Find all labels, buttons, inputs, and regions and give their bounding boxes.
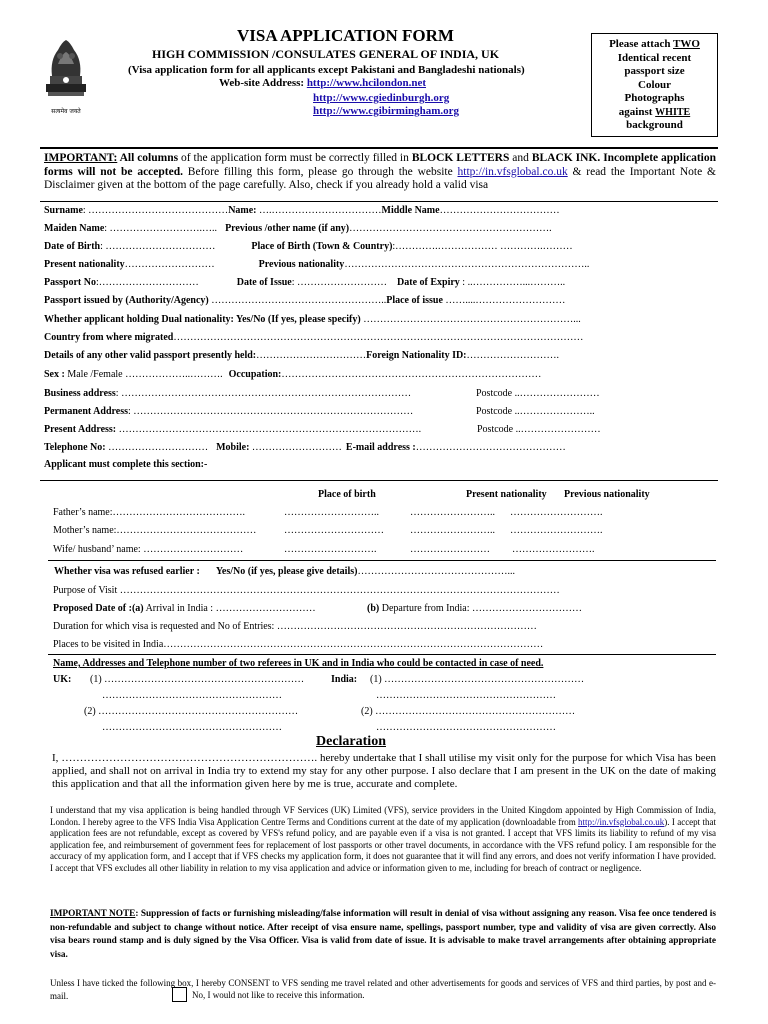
referee-uk-1 xyxy=(90,674,304,685)
present-address-label: Present Address: xyxy=(44,424,117,435)
country-migrated-field[interactable]: …………………………………………………………………………………………………………… xyxy=(173,332,584,343)
dob-label: Date of Birth xyxy=(44,241,101,252)
dob-field[interactable]: : …………………………… xyxy=(100,241,216,252)
duration-field[interactable]: …………………………………………………………………… xyxy=(276,621,537,632)
refused-label: Whether visa was refused earlier : xyxy=(54,566,200,577)
important-notice xyxy=(44,152,716,193)
issuing-authority-label: Passport issued by (Authority/Agency) xyxy=(44,295,209,306)
maiden-name-label: Maiden Name xyxy=(44,223,105,234)
present-postcode[interactable]: Postcode ..…………………… xyxy=(477,424,601,435)
row-dual-nationality xyxy=(44,314,581,325)
family-row-father xyxy=(53,507,245,518)
consent-option-label: No, I would not like to receive this information. xyxy=(192,990,365,1000)
declaration-title: Declaration xyxy=(316,734,386,749)
referee-uk-2-field[interactable]: …………………………………………………… xyxy=(98,706,299,717)
telephone-field[interactable]: ………………………… xyxy=(105,442,209,453)
row-proposed-date xyxy=(53,603,316,614)
father-birthplace-field[interactable]: ……………………….. xyxy=(284,507,379,518)
row-other-passport xyxy=(44,350,559,361)
foreign-id-field[interactable]: ………………………. xyxy=(466,350,560,361)
row-business-address xyxy=(44,388,411,399)
website-link-birmingham-text[interactable]: http://www.cgibirmingham.org xyxy=(313,105,460,117)
referee-uk-label: UK: xyxy=(53,674,72,685)
row-duration xyxy=(53,621,537,632)
father-label: Father’s name: xyxy=(53,507,113,518)
mother-label: Mother’s name: xyxy=(53,525,117,536)
mother-birthplace-field[interactable]: ………………………… xyxy=(284,525,384,536)
purpose-field[interactable]: …………………………………………………………………………………………………………………… xyxy=(117,585,560,596)
website-label: Web-site Address: xyxy=(219,77,307,89)
occupation-field[interactable]: …………………………………………………………………… xyxy=(281,369,542,380)
permanent-address-label: Permanent Address xyxy=(44,406,128,417)
spouse-label: Wife/ husband’ name: xyxy=(53,544,144,555)
departure-field[interactable]: Departure from India: …………………………… xyxy=(379,603,582,614)
photo-line1 xyxy=(592,38,717,52)
photo-box xyxy=(591,33,718,137)
referee-uk-1-field[interactable]: …………………………………………………… xyxy=(104,674,305,685)
row-passport-issued xyxy=(44,295,565,306)
place-of-birth-field[interactable]: :………….……………… ………….……… xyxy=(392,241,573,252)
mother-name-field[interactable]: …………………………………… xyxy=(116,525,257,536)
row-date-of-birth xyxy=(44,241,573,252)
photo-line5: Photographs xyxy=(624,92,685,104)
previous-name-field[interactable]: ……………………………………………………. xyxy=(349,223,552,234)
other-passport-field[interactable]: …………………………… xyxy=(256,350,367,361)
previous-nationality-label: Previous nationality xyxy=(258,259,345,270)
mobile-field[interactable]: ……………………… xyxy=(249,442,342,453)
important-label: IMPORTANT: xyxy=(44,152,118,164)
sex-label: Sex : xyxy=(44,369,68,380)
important-t5: BLACK INK. Incomplete application forms will not be accepted. xyxy=(44,152,717,178)
row-places xyxy=(53,639,543,650)
name-label: Name: xyxy=(228,205,257,216)
father-present-nat-field[interactable]: …………………….. xyxy=(410,507,495,518)
date-of-issue-label: Date of Issue xyxy=(236,277,292,288)
other-passport-label: Details of any other valid passport presently held: xyxy=(44,350,257,361)
referee-india-label: India: xyxy=(331,674,358,685)
row-telephone xyxy=(44,442,566,453)
middle-name-field[interactable]: ……………………………… xyxy=(439,205,560,216)
referee-india-2 xyxy=(361,706,575,717)
spouse-birthplace-field[interactable]: ………………………. xyxy=(284,544,377,555)
sex-field[interactable]: Male /Female ………………..………. xyxy=(67,369,223,380)
previous-nationality-field[interactable]: ……………………………………………………………….. xyxy=(344,259,590,270)
occupation-label: Occupation: xyxy=(228,369,282,380)
arrival-marker: :(a) xyxy=(126,603,144,614)
spouse-present-nat-field[interactable]: …………………… xyxy=(410,544,490,555)
important-t1: All columns xyxy=(117,152,179,164)
present-nationality-label: Present nationality xyxy=(44,259,125,270)
website-link-edinburgh-text[interactable]: http://www.cgiedinburgh.org xyxy=(313,92,450,104)
referee-india-1-line2[interactable]: ……………………………………………… xyxy=(376,690,556,701)
photo-line7: background xyxy=(626,119,683,131)
refused-options: Yes/No (if yes, please give details) xyxy=(215,566,358,577)
arrival-field[interactable]: Arrival in India : ………………………… xyxy=(143,603,316,614)
date-of-expiry-label: Date of Expiry xyxy=(397,277,460,288)
photo-line3: passport size xyxy=(624,65,685,77)
divider-visit xyxy=(48,654,716,655)
referee-india-1-num: (1) xyxy=(370,674,382,685)
declaration-text: I, ……………………………………………………………. hereby undertake that I shall utilise my visit only for the purpose for which Visa has been applied, and shall not on arrival in India try to extend my stay for any other purpose. I also declare that I am present in the UK on the date of making this application and that all the information given here by me is true, accurate and complete. xyxy=(52,752,716,790)
website-line xyxy=(219,77,426,89)
vfs-link-disclaimer[interactable]: http://in.vfsglobal.co.uk xyxy=(578,816,665,827)
row-surname xyxy=(44,205,560,216)
passport-no-field[interactable]: :………………………… xyxy=(95,277,199,288)
important-t3: BLOCK LETTERS xyxy=(411,152,510,164)
row-maiden-name xyxy=(44,223,552,234)
mother-previous-nat-field[interactable]: ………………………. xyxy=(510,525,603,536)
proposed-date-label: Proposed Date of xyxy=(53,603,127,614)
important-t4: and xyxy=(509,152,532,164)
form-note: (Visa application form for all applicants except Pakistani and Bangladeshi nationals) xyxy=(128,64,525,76)
father-previous-nat-field[interactable]: ………………………. xyxy=(510,507,603,518)
father-name-field[interactable]: …………………………………. xyxy=(112,507,246,518)
row-present-address xyxy=(44,424,421,435)
website-link-edinburgh[interactable] xyxy=(313,92,449,104)
consent-checkbox[interactable] xyxy=(172,987,187,1002)
middle-name-label: Middle Name xyxy=(381,205,440,216)
vfs-link-important[interactable]: http://in.vfsglobal.co.uk xyxy=(457,165,568,178)
permanent-postcode[interactable]: Postcode ..………………….. xyxy=(476,406,595,417)
surname-label: Surname xyxy=(44,205,83,216)
divider-applicant xyxy=(40,480,718,481)
refused-field[interactable]: ………………………………………... xyxy=(357,566,515,577)
important-note-label: IMPORTANT NOTE xyxy=(50,909,136,919)
purpose-label: Purpose of Visit xyxy=(53,585,118,596)
referee-uk-1-line2[interactable]: ……………………………………………… xyxy=(102,690,282,701)
referee-uk-2-num: (2) xyxy=(84,706,96,717)
place-of-birth-label: Place of Birth (Town & Country) xyxy=(251,241,393,252)
spouse-previous-nat-field[interactable]: ……………………. xyxy=(512,544,595,555)
telephone-label: Telephone No: xyxy=(44,442,106,453)
referee-uk-2 xyxy=(84,706,298,717)
row-passport xyxy=(44,277,565,288)
dual-nationality-label: Whether applicant holding Dual nationality: Yes/No (If yes, please specify) xyxy=(44,314,361,325)
row-purpose xyxy=(53,585,560,596)
mobile-label: Mobile: xyxy=(216,442,250,453)
family-header-present: Present nationality xyxy=(466,489,547,500)
duration-label: Duration for which visa is requested and No of Entries: xyxy=(53,621,277,632)
email-field[interactable]: ……………………………………… xyxy=(415,442,566,453)
foreign-id-label: Foreign Nationality ID: xyxy=(366,350,467,361)
spouse-name-field[interactable]: ………………………… xyxy=(143,544,244,555)
photo-line1a: Please attach xyxy=(609,38,674,50)
consent-text: Unless I have ticked the following box, I hereby CONSENT to VFS sending me travel related and other advertisements for goods and services of VFS and third parties, by post and e-mail. xyxy=(50,978,716,1001)
row-nationality xyxy=(44,259,589,270)
photo-line4: Colour xyxy=(638,78,671,91)
photo-line1b: TWO xyxy=(673,38,700,50)
important-note-text: : Suppression of facts or furnishing misleading/false information will result in denial of visa without assigning any reason. Visa fee once tendered is non-refundable and subject to change without notice. After receipt of visa ensure name, spellings, passport number, type and validity of visa are given correctly. Also visa bears round stamp and is duly signed by the Visa Officer. Visa is valid from date of issue. It is advisable to make travel arrangements after obtaining appropriate visa. xyxy=(50,909,716,960)
important-t7: & read the Important Note & Disclaimer given at the bottom of the page carefully. Also, check if you already hold a valid visa xyxy=(44,165,716,191)
vfs-t1: I understand that my visa application is being handled through VF Services (UK) Limited (VFS), service providers in the United Kingdom appointed by High Commission of India, London. I hereby agree to the VFS India Visa Application Centre Terms and Conditions current at the date of my application (downloadable from xyxy=(50,805,716,827)
photo-line6b: WHITE xyxy=(655,106,691,118)
dual-nationality-field[interactable]: ………………………………………………………... xyxy=(360,314,581,325)
row-refused xyxy=(54,566,515,577)
referee-uk-2-line2[interactable]: ……………………………………………… xyxy=(102,722,282,733)
business-address-field[interactable]: : …………………………………………………………………………… xyxy=(115,388,412,399)
business-postcode[interactable]: Postcode ..…………………… xyxy=(476,388,600,399)
previous-name-label: Previous /other name (if any) xyxy=(225,223,350,234)
row-departure xyxy=(367,603,582,614)
website-link-london[interactable]: http://www.hcilondon.net xyxy=(306,77,427,89)
divider-top xyxy=(40,147,718,149)
name-field[interactable]: ….…………………………… xyxy=(256,205,382,216)
row-permanent-address xyxy=(44,406,413,417)
present-nationality-field[interactable]: ……………………… xyxy=(124,259,215,270)
passport-no-label: Passport No xyxy=(44,277,96,288)
row-sex xyxy=(44,369,541,380)
referee-uk-1-num: (1) xyxy=(90,674,102,685)
family-header-previous: Previous nationality xyxy=(564,489,650,500)
row-country-migrated xyxy=(44,332,583,343)
surname-field[interactable]: : …………………………………… xyxy=(82,205,229,216)
photo-line6a: against xyxy=(618,105,656,118)
referee-india-1 xyxy=(370,674,584,685)
divider-fields xyxy=(40,201,718,202)
website-link-birmingham[interactable] xyxy=(313,105,459,117)
referee-india-1-field[interactable]: …………………………………………………… xyxy=(384,674,585,685)
form-subtitle: HIGH COMMISSION /CONSULATES GENERAL OF INDIA, UK xyxy=(152,47,500,61)
important-t2: of the application form must be correctly filled in xyxy=(178,152,412,164)
family-row-mother xyxy=(53,525,256,536)
referee-india-2-field[interactable]: …………………………………………………… xyxy=(375,706,576,717)
important-note xyxy=(50,908,716,962)
family-header-place: Place of birth xyxy=(318,489,376,500)
places-label: Places to be visited in India xyxy=(53,639,164,650)
maiden-name-field[interactable]: : ……………………….….. xyxy=(104,223,218,234)
india-emblem-icon xyxy=(40,34,92,102)
important-t6: Before filling this form, please go through the website xyxy=(183,165,458,178)
email-label: E-mail address : xyxy=(345,442,416,453)
form-title: VISA APPLICATION FORM xyxy=(237,26,454,45)
vfs-disclaimer xyxy=(50,805,716,874)
place-of-issue-label: Place of issue xyxy=(386,295,443,306)
mother-present-nat-field[interactable]: …………………….. xyxy=(410,525,495,536)
referee-india-2-num: (2) xyxy=(361,706,373,717)
divider-family xyxy=(48,560,716,561)
departure-marker: (b) xyxy=(367,603,380,614)
country-migrated-label: Country from where migrated xyxy=(44,332,174,343)
permanent-address-field[interactable]: : ………………………………………………………………………… xyxy=(127,406,414,417)
vfs-t2: ). I accept that application fees are not refundable, except as covered by VFS's refund policy, and are payable even if a visa is not granted. I accept that VFS limits its liability to refund of my visa application fee, and reimbursement of government fees for replacement of lost passports or other travel documents, in accordance with the VFS refund policy. I am responsible for the accuracy of my application form, and I accept that if VFS checks my application form, it does not guarantee that it will find any errors, and does not verify information I have provided. I accept that VFS excludes all other liability in relation to my visa application and advice or information given to me, including for breach of contract or negligence. xyxy=(50,816,717,873)
referee-india-2-line2[interactable]: ……………………………………………… xyxy=(376,722,556,733)
date-of-issue-field[interactable]: : ……………………… xyxy=(291,277,388,288)
family-row-spouse xyxy=(53,544,243,555)
place-of-issue-field[interactable]: ……....……………………… xyxy=(442,295,566,306)
business-address-label: Business address xyxy=(44,388,116,399)
emblem-caption: सत्यमेव जयते xyxy=(51,108,81,115)
present-address-field[interactable]: ………………………………………………………………………………. xyxy=(116,424,422,435)
referees-heading: Name, Addresses and Telephone number of two referees in UK and in India who could be contacted in case of need. xyxy=(53,658,544,669)
places-field[interactable]: …………………………………………………………………………………………………… xyxy=(163,639,544,650)
india-emblem xyxy=(40,34,92,114)
photo-line6 xyxy=(592,106,717,120)
issuing-authority-field[interactable]: …………………………………………….. xyxy=(208,295,387,306)
applicant-section-label: Applicant must complete this section:- xyxy=(44,459,208,470)
date-of-expiry-field[interactable]: : ..……………...……….. xyxy=(459,277,566,288)
photo-line2: Identical recent xyxy=(617,51,692,64)
